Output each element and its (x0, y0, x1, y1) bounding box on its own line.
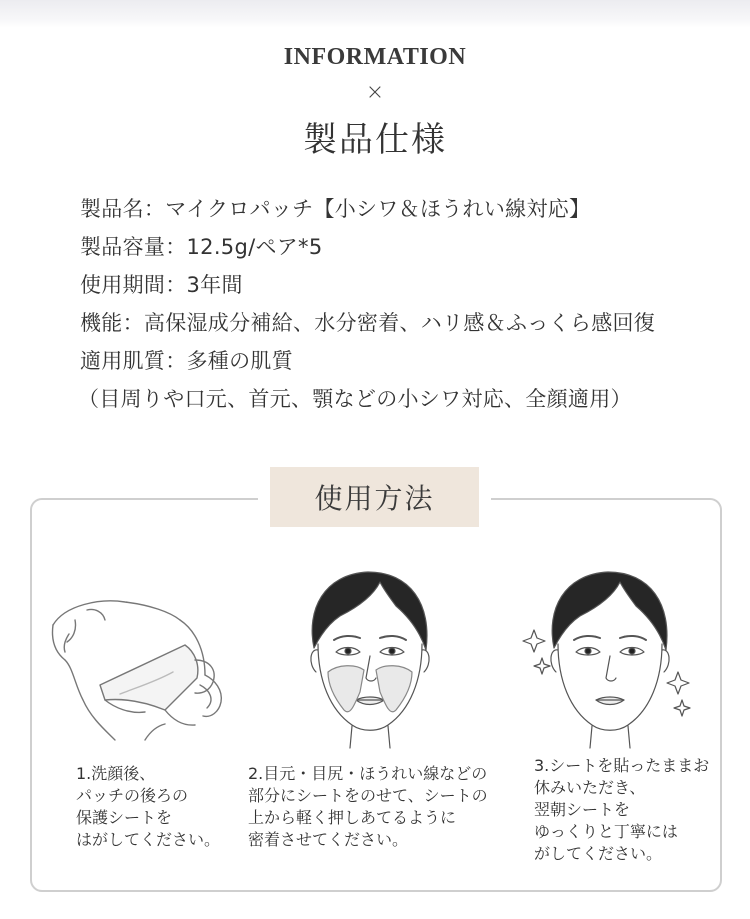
hands-peeling-patch-icon (45, 590, 225, 750)
page-title: 製品仕様 (303, 120, 447, 160)
usage-title: 使用方法 (314, 482, 435, 515)
separator-x: × (365, 80, 385, 105)
top-band (0, 0, 750, 28)
spec-product-name: 製品名：マイクロパッチ【小シワ＆ほうれい線対応】 (80, 197, 591, 221)
spec-function: 機能：高保湿成分補給、水分密着、ハリ感＆ふっくら感回復 (80, 311, 656, 335)
step-2-text: 2.目元・目尻・ほうれい線などの 部分にシートをのせて、シートの 上から軽く押しあてるように 密着させてください。 (248, 764, 488, 849)
info-label: INFORMATION (283, 44, 467, 70)
step-3-text: 3.シートを貼ったままお 休みいただき、 翌朝シートを ゆっくりと丁寧には がしてください。 (534, 756, 710, 863)
usage-title-box (270, 467, 479, 527)
step-1-text: 1.洗顔後、 パッチの後ろの 保護シートを はがしてください。 (76, 764, 221, 849)
spec-skin-note: （目周りや口元、首元、顎などの小シワ対応、全顔適用） (78, 387, 632, 411)
spec-skin-type: 適用肌質：多種の肌質 (80, 349, 293, 373)
face-sparkle-icon (520, 560, 700, 750)
spec-period: 使用期間：3年間 (80, 273, 243, 297)
face-with-patches-icon (300, 560, 440, 750)
spec-capacity: 製品容量：12.5g/ペア*5 (80, 235, 323, 259)
spec-list (80, 190, 720, 418)
